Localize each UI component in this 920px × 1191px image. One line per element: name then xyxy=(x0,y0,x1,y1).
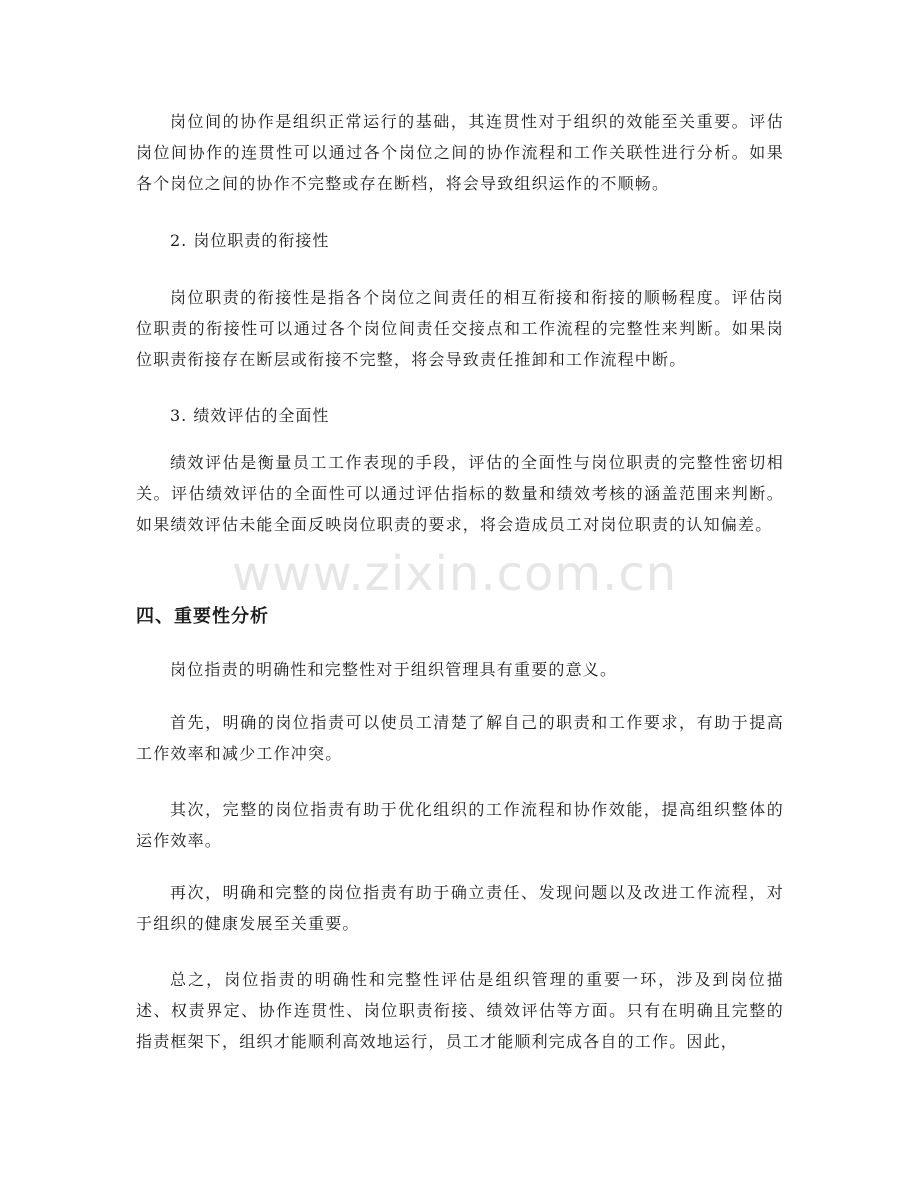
paragraph-third-point: 再次，明确和完整的岗位指责有助于确立责任、发现问题以及改进工作流程，对于组织的健康发展至关重要。 xyxy=(136,883,784,933)
paragraph-second-point: 其次，完整的岗位指责有助于优化组织的工作流程和协作效能，提高组织整体的运作效率。 xyxy=(136,800,784,850)
subheading-responsibility-connection: 2. 岗位职责的衔接性 xyxy=(170,231,330,250)
paragraph-importance-intro: 岗位指责的明确性和完整性对于组织管理具有重要的意义。 xyxy=(170,660,618,679)
watermark: www.zixin.com.cn xyxy=(232,546,678,602)
paragraph-first-point: 首先，明确的岗位指责可以使员工清楚了解自己的职责和工作要求，有助于提高工作效率和减少工作冲突。 xyxy=(136,713,784,763)
paragraph-performance-evaluation: 绩效评估是衡量员工工作表现的手段，评估的全面性与岗位职责的完整性密切相关。评估绩效评估的全面性可以通过评估指标的数量和绩效考核的涵盖范围来判断。如果绩效评估未能全面反映岗位职责的要求，将会造成员工对岗位职责的认知偏差。 xyxy=(136,453,784,534)
section-heading-importance: 四、重要性分析 xyxy=(136,606,269,627)
paragraph-conclusion: 总之，岗位指责的明确性和完整性评估是组织管理的重要一环，涉及到岗位描述、权责界定、协作连贯性、岗位职责衔接、绩效评估等方面。只有在明确且完整的指责框架下，组织才能顺利高效地运行，员工才能顺利完成各自的工作。因此， xyxy=(136,970,784,1051)
subheading-performance-evaluation: 3. 绩效评估的全面性 xyxy=(170,406,330,425)
paragraph-collaboration-continuity: 岗位间的协作是组织正常运行的基础，其连贯性对于组织的效能至关重要。评估岗位间协作的连贯性可以通过各个岗位之间的协作流程和工作关联性进行分析。如果各个岗位之间的协作不完整或存在断档，将会导致组织运作的不顺畅。 xyxy=(136,112,784,193)
paragraph-responsibility-connection: 岗位职责的衔接性是指各个岗位之间责任的相互衔接和衔接的顺畅程度。评估岗位职责的衔接性可以通过各个岗位间责任交接点和工作流程的完整性来判断。如果岗位职责衔接存在断层或衔接不完整，将会导致责任推卸和工作流程中断。 xyxy=(136,288,784,369)
